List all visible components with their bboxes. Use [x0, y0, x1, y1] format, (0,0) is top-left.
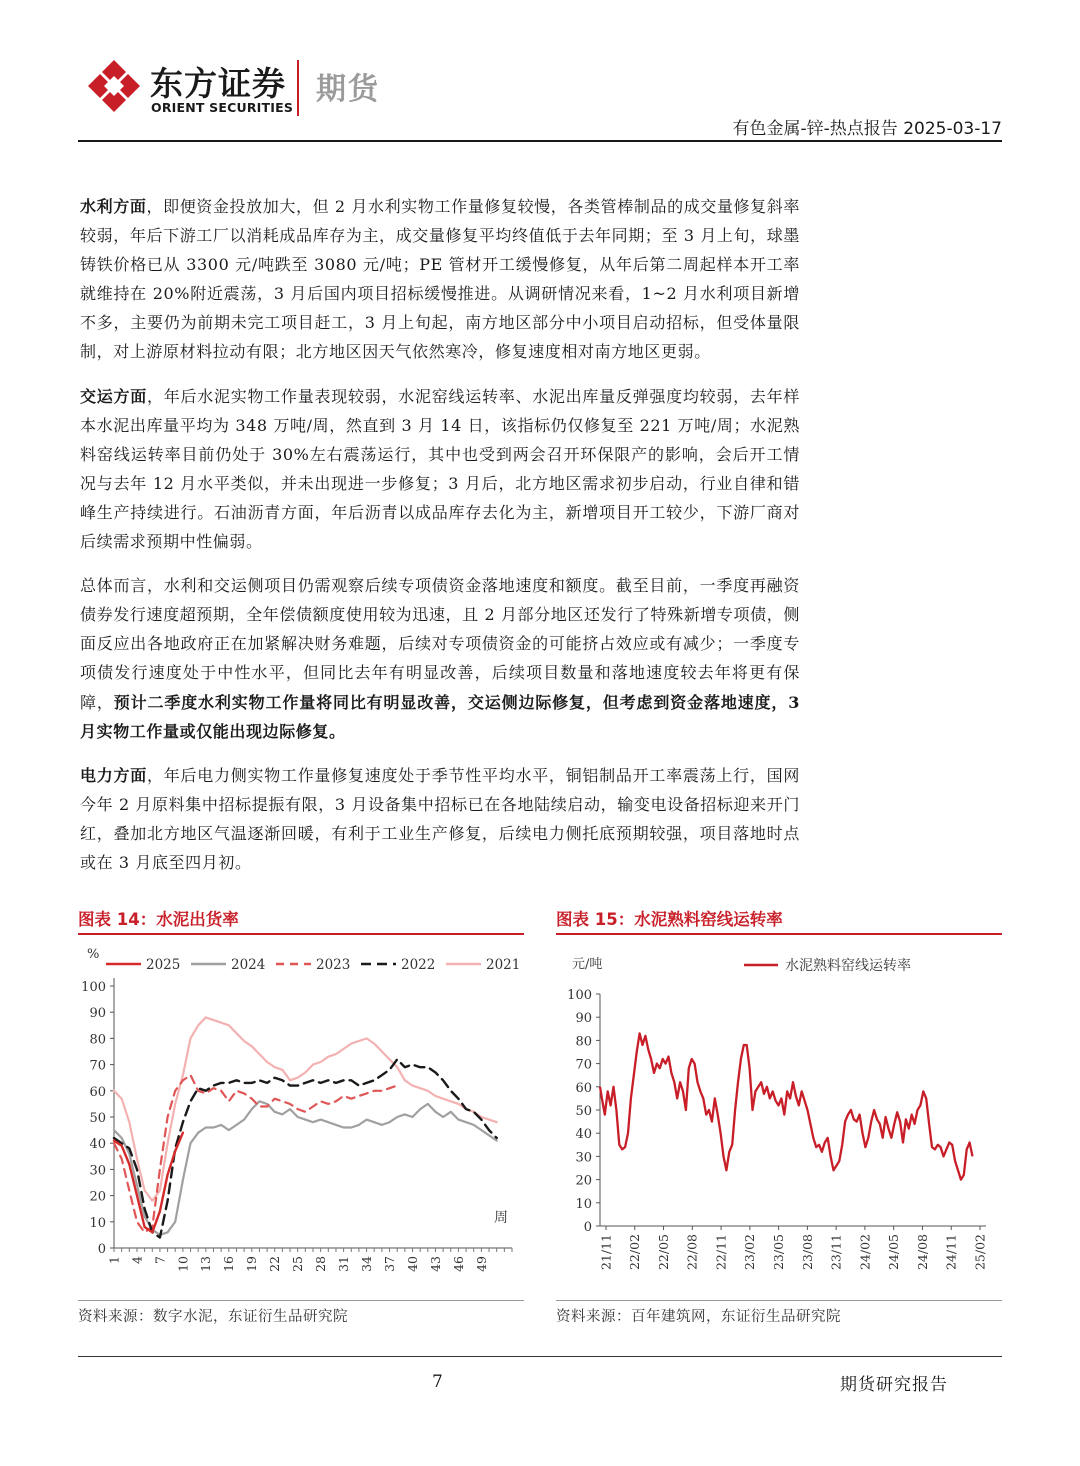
y-tick-label: 70: [575, 1057, 592, 1073]
y-tick-label: 50: [89, 1111, 106, 1126]
brand-name-cn: 东方证券: [150, 64, 286, 103]
x-axis: [106, 1248, 512, 1272]
x-axis: [598, 1226, 987, 1270]
legend-label: 2025: [146, 957, 181, 973]
x-tick-label: 22/08: [684, 1234, 700, 1271]
series-lines: [114, 1017, 497, 1237]
x-tick-label: 43: [427, 1256, 443, 1272]
x-tick-label: 16: [221, 1256, 237, 1272]
paragraph-transport: [80, 382, 800, 557]
y-tick-label: 10: [89, 1215, 106, 1231]
y-tick-label: 100: [567, 988, 592, 1003]
figure-15-source: 资料来源：百年建筑网，东证衍生品研究院: [556, 1309, 841, 1325]
body-text: [80, 192, 800, 892]
paragraph-text: ，即便资金投放加大，但 2 月水利实物工作量修复较慢，各类管棒制品的成交量修复斜率较弱，年后下游工厂以消耗成品库存为主，成交量修复平均终值低于去年同期；至 3 月上旬，球墨铸铁价格已从 3300 元/吨跌至 3080 元/吨；PE 管材开工缓慢修复，从年后第二周起样本开工率就维持在 20%附近震荡，3 月后国内项目招标缓慢推进。从调研情况来看，1~2 月水利项目新增不多，主要仍为前期未完工项目赶工，3 月上旬起，南方地区部分中小项目启动招标，但受体量限制，对上游原材料拉动有限；北方地区因天气依然寒冷，修复速度相对南方地区更弱。: [80, 197, 801, 362]
brand-futures-label: 期货: [316, 72, 380, 107]
y-tick-label: 20: [575, 1173, 592, 1189]
x-tick-label: 40: [404, 1256, 420, 1272]
series-line-kiln-rate: [600, 1033, 973, 1179]
y-tick-label: 0: [583, 1220, 592, 1235]
x-tick-label: 28: [313, 1256, 329, 1272]
legend-label: 水泥熟料窑线运转率: [785, 958, 911, 974]
x-tick-label: 22/02: [627, 1234, 643, 1271]
y-tick-label: 40: [575, 1127, 592, 1143]
x-tick-label: 22/11: [713, 1234, 729, 1271]
figure-15-title: 图表 15：水泥熟料窑线运转率: [556, 910, 783, 929]
paragraph-water: [80, 192, 800, 367]
figure-14-title: 图表 14：水泥出货率: [78, 910, 239, 929]
y-tick-label: 100: [81, 980, 106, 995]
x-tick-label: 25: [290, 1256, 306, 1272]
series-line-2023: [114, 1075, 397, 1232]
footer-report-type: 期货研究报告: [840, 1375, 948, 1395]
x-tick-label: 10: [175, 1256, 191, 1272]
x-tick-label: 23/11: [828, 1234, 844, 1271]
x-tick-label: 24/05: [886, 1234, 902, 1271]
y-axis-unit: 元/吨: [572, 957, 603, 972]
x-tick-label: 22/05: [655, 1234, 671, 1271]
x-tick-label: 4: [129, 1256, 145, 1264]
y-tick-label: 80: [89, 1032, 106, 1048]
legend-label: 2023: [316, 957, 351, 973]
brand-name-en: ORIENT SECURITIES: [151, 100, 294, 115]
y-tick-label: 60: [89, 1084, 106, 1100]
x-tick-label: 24/02: [857, 1234, 873, 1271]
y-tick-label: 90: [575, 1011, 592, 1027]
x-tick-label: 49: [473, 1256, 489, 1272]
chart-legend: [106, 957, 520, 973]
report-tag: 有色金属-锌-热点报告 2025-03-17: [732, 119, 1002, 139]
x-tick-label: 23/02: [742, 1234, 758, 1271]
paragraph-lead: 水利方面: [80, 197, 147, 216]
x-tick-label: 23/08: [799, 1234, 815, 1271]
x-tick-label: 23/05: [770, 1234, 786, 1271]
figure-14-source: 资料来源：数字水泥，东证衍生品研究院: [78, 1309, 348, 1325]
figure-15-source-rule: [556, 1300, 1002, 1301]
y-tick-label: 70: [89, 1058, 106, 1074]
paragraph-text: 总体而言，水利和交运侧项目仍需观察后续专项债资金落地速度和额度。截至目前，一季度再融资债券发行速度超预期，全年偿债额度使用较为迅速，且 2 月部分地区还发行了特殊新增专项债，侧面反应出各地政府正在加紧解决财务难题，后续对专项债资金的可能挤占效应或有减少；一季度专项债发行速度处于中性水平，但同比去年有明显改善，后续项目数量和落地速度较去年将更有保障，: [80, 576, 800, 712]
x-tick-label: 24/08: [914, 1234, 930, 1271]
page-number: 7: [432, 1372, 443, 1392]
paragraph-lead: 交运方面: [80, 386, 147, 406]
x-tick-label: 46: [450, 1256, 466, 1272]
clinker-kiln-rate-chart: [556, 938, 1002, 1294]
x-tick-label: 1: [106, 1256, 122, 1264]
y-tick-label: 50: [575, 1104, 592, 1119]
cement-shipment-chart: [78, 938, 524, 1294]
series-line-2022: [114, 1059, 497, 1237]
paragraph-text: ，年后电力侧实物工作量修复速度处于季节性平均水平，铜铝制品开工率震荡上行，国网今年 2 月原料集中招标提振有限，3 月设备集中招标已在各地陆续启动，输变电设备招标迎来开门红，叠加北方地区气温逐渐回暖，有利于工业生产修复，后续电力侧托底预期较强，项目落地时点或在 3 月底至四月初。: [80, 765, 800, 872]
paragraph-lead: 电力方面: [80, 765, 147, 785]
x-tick-label: 34: [358, 1256, 374, 1272]
y-tick-label: 10: [575, 1196, 592, 1212]
y-tick-label: 80: [575, 1034, 592, 1050]
legend-label: 2021: [486, 957, 521, 973]
paragraph-power: [80, 761, 800, 877]
x-tick-label: 21/11: [598, 1234, 614, 1271]
legend-label: 2024: [231, 957, 266, 973]
y-axis: [567, 988, 600, 1235]
y-tick-label: 0: [97, 1242, 106, 1257]
series-lines: [600, 1033, 973, 1179]
brand-divider: [297, 60, 299, 116]
y-tick-label: 20: [89, 1189, 106, 1205]
x-tick-label: 25/02: [972, 1234, 988, 1271]
y-tick-label: 40: [89, 1137, 106, 1153]
y-tick-label: 90: [89, 1006, 106, 1022]
x-tick-label: 7: [152, 1256, 168, 1264]
paragraph-summary: [80, 571, 800, 746]
header-rule: [78, 140, 1002, 142]
y-tick-label: 60: [575, 1080, 592, 1096]
x-tick-label: 37: [381, 1256, 397, 1272]
y-axis: [81, 978, 114, 1257]
x-tick-label: 13: [198, 1256, 214, 1272]
x-axis-unit: 周: [494, 1210, 508, 1226]
paragraph-bold-conclusion: 预计二季度水利实物工作量将同比有明显改善，交运侧边际修复，但考虑到资金落地速度，3 月实物工作量或仅能出现边际修复。: [80, 692, 801, 741]
y-axis-unit: %: [87, 947, 100, 962]
x-tick-label: 19: [244, 1256, 260, 1272]
y-tick-label: 30: [575, 1150, 592, 1166]
x-tick-label: 24/11: [943, 1234, 959, 1271]
footer-rule: [78, 1356, 1002, 1357]
x-tick-label: 31: [335, 1256, 351, 1272]
figure-15-title-rule: [556, 933, 1002, 935]
paragraph-text: ，年后水泥实物工作量表现较弱，水泥窑线运转率、水泥出库量反弹强度均较弱，去年样本水泥出库量平均为 348 万吨/周，然直到 3 月 14 日，该指标仍仅修复至 221 万吨/周；水泥熟料窑线运转率目前仍处于 30%左右震荡运行，其中也受到两会召开环保限产的影响，会后开工情况与去年 12 月水平类似，并未出现进一步修复；3 月后，北方地区需求初步启动，行业自律和错峰生产持续进行。石油沥青方面，年后沥青以成品库存去化为主，新增项目开工较少，下游厂商对后续需求预期中性偏弱。: [80, 386, 800, 552]
y-tick-label: 30: [89, 1163, 106, 1179]
legend-label: 2022: [401, 957, 436, 973]
x-tick-label: 22: [267, 1256, 283, 1272]
figure-14-source-rule: [78, 1300, 524, 1301]
orient-logo-icon: [88, 60, 140, 112]
figure-14-title-rule: [78, 933, 524, 935]
page-header: [0, 0, 1080, 145]
